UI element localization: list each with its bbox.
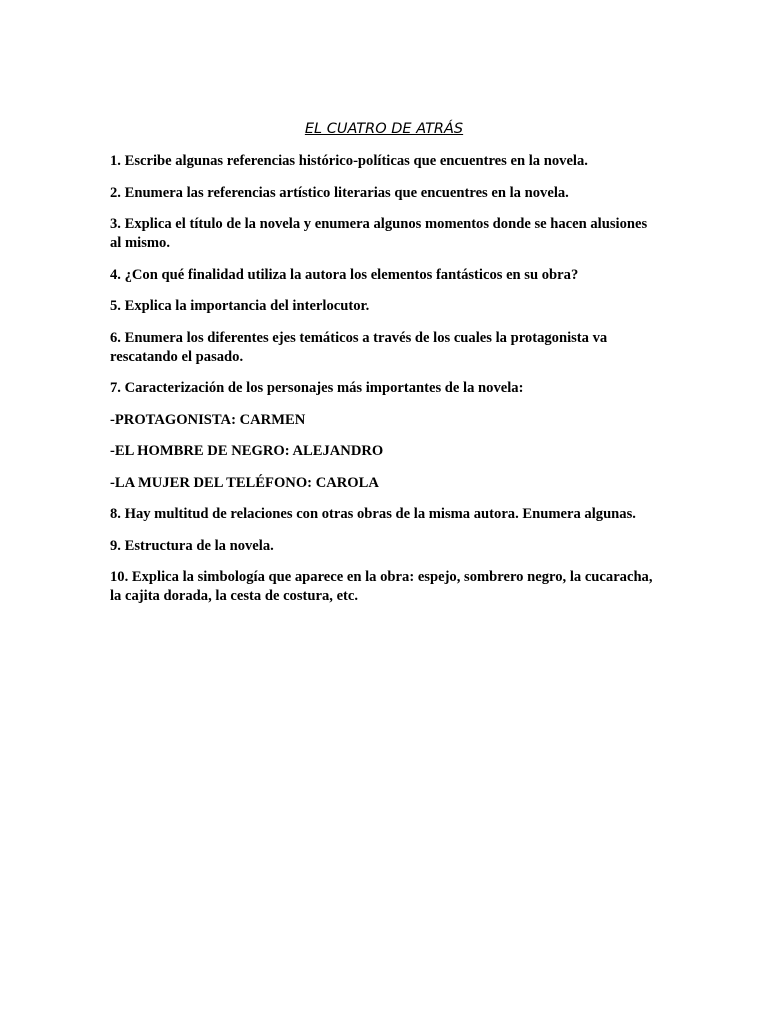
question-item: 6. Enumera los diferentes ejes temáticos a través de los cuales la protagonista va rescatando el pasado. <box>110 329 608 365</box>
question-item: 5. Explica la importancia del interlocutor. <box>110 298 370 314</box>
question-item: 2. Enumera las referencias artístico literarias que encuentres en la novela. <box>110 184 569 201</box>
question-item: 4. ¿Con qué finalidad utiliza la autora los elementos fantásticos en su obra? <box>110 266 579 283</box>
document-title: EL CUATRO DE ATRÁS <box>304 121 464 137</box>
question-item: 10. Explica la simbología que aparece en la obra: espejo, sombrero negro, la cucaracha, la cajita dorada, la cesta de costura, etc. <box>110 569 653 604</box>
question-list <box>110 152 660 619</box>
question-item: 7. Caracterización de los personajes más importantes de la novela: <box>110 380 524 396</box>
character-item: -LA MUJER DEL TELÉFONO: CAROLA <box>110 474 379 491</box>
character-item: -EL HOMBRE DE NEGRO: ALEJANDRO <box>110 443 384 459</box>
question-item: 3. Explica el título de la novela y enumera algunos momentos donde se hacen alusiones al mismo. <box>110 216 648 251</box>
character-item: -PROTAGONISTA: CARMEN <box>110 411 306 428</box>
question-item: 9. Estructura de la novela. <box>110 537 274 554</box>
question-item: 1. Escribe algunas referencias histórico-políticas que encuentres en la novela. <box>110 153 588 169</box>
question-item: 8. Hay multitud de relaciones con otras obras de la misma autora. Enumera algunas. <box>110 506 636 522</box>
